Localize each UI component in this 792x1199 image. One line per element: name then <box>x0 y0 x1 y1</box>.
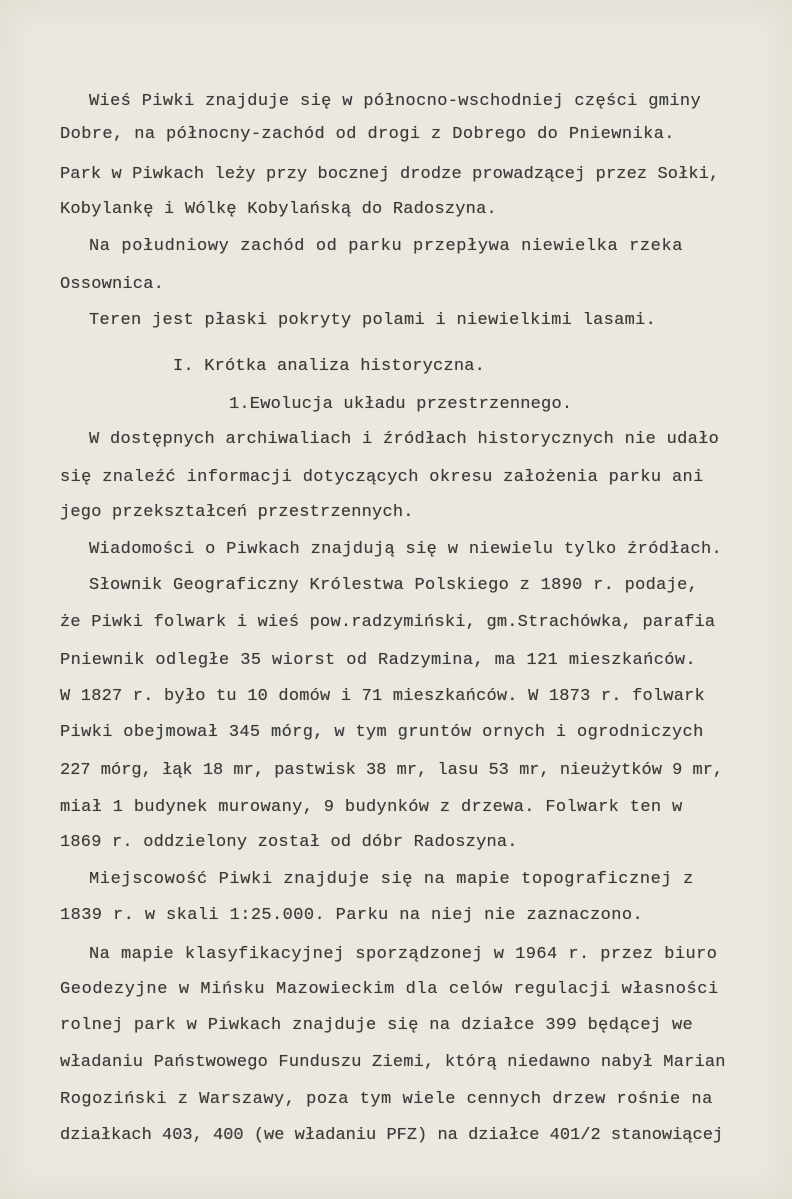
text-line: się znaleźć informacji dotyczących okresu założenia parku ani <box>60 468 704 487</box>
text-line: Na mapie klasyfikacyjnej sporządzonej w 1964 r. przez biuro <box>89 945 718 964</box>
text-line: Pniewnik odległe 35 wiorst od Radzymina, ma 121 mieszkańców. <box>60 651 697 670</box>
text-line: 1869 r. oddzielony został od dóbr Radoszyna. <box>60 833 518 852</box>
text-line: jego przekształceń przestrzennych. <box>60 503 414 522</box>
text-line: Rogoziński z Warszawy, poza tym wiele cennych drzew rośnie na <box>60 1090 713 1109</box>
text-line: rolnej park w Piwkach znajduje się na działce 399 będącej we <box>60 1016 694 1035</box>
text-line: W dostępnych archiwaliach i źródłach historycznych nie udało <box>89 430 720 449</box>
text-line: Miejscowość Piwki znajduje się na mapie topograficznej z <box>89 870 694 889</box>
section-heading: I. Krótka analiza historyczna. <box>173 357 486 376</box>
text-line: Park w Piwkach leży przy bocznej drodze prowadzącej przez Sołki, <box>60 165 720 184</box>
text-line: władaniu Państwowego Funduszu Ziemi, którą niedawno nabył Marian <box>60 1053 726 1072</box>
text-line: Piwki obejmował 345 mórg, w tym gruntów ornych i ogrodniczych <box>60 723 704 742</box>
text-line: 227 mórg, łąk 18 mr, pastwisk 38 mr, lasu 53 mr, nieużytków 9 mr, <box>60 761 724 780</box>
text-line: 1839 r. w skali 1:25.000. Parku na niej nie zaznaczono. <box>60 906 644 925</box>
text-line: Kobylankę i Wólkę Kobylańską do Radoszyna. <box>60 200 497 219</box>
text-line: Słownik Geograficzny Królestwa Polskiego z 1890 r. podaje, <box>89 576 699 595</box>
text-line: że Piwki folwark i wieś pow.radzymiński, gm.Strachówka, parafia <box>60 613 716 632</box>
text-line: działkach 403, 400 (we władaniu PFZ) na działce 401/2 stanowiącej <box>60 1126 724 1145</box>
subsection-heading: 1.Ewolucja układu przestrzennego. <box>229 395 573 414</box>
text-line: W 1827 r. było tu 10 domów i 71 mieszkańców. W 1873 r. folwark <box>60 687 705 706</box>
text-line: Wiadomości o Piwkach znajdują się w niewielu tylko źródłach. <box>89 540 723 559</box>
text-line: Wieś Piwki znajduje się w północno-wschodniej części gminy <box>89 92 701 111</box>
text-line: Na południowy zachód od parku przepływa niewielka rzeka <box>89 237 684 256</box>
text-line: Geodezyjne w Mińsku Mazowieckim dla celów regulacji własności <box>60 980 719 999</box>
text-line: miał 1 budynek murowany, 9 budynków z drzewa. Folwark ten w <box>60 798 683 817</box>
text-line: Teren jest płaski pokryty polami i niewielkimi lasami. <box>89 311 657 330</box>
text-line: Ossownica. <box>60 275 165 294</box>
text-line: Dobre, na północny-zachód od drogi z Dobrego do Pniewnika. <box>60 125 675 144</box>
